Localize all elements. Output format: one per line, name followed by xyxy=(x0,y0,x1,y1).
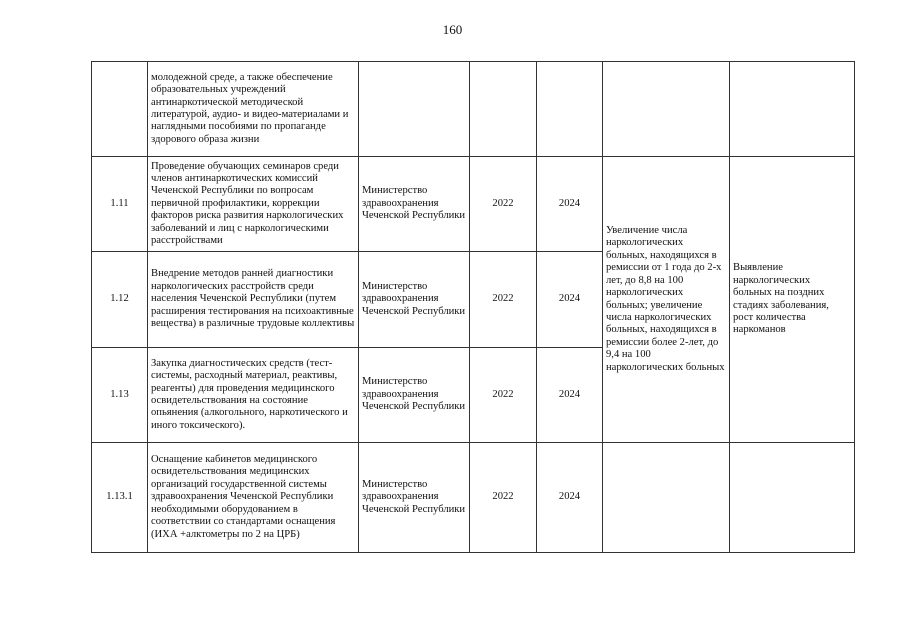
table-row xyxy=(92,62,855,157)
executor: Министерство здравоохранения Чеченской Республики xyxy=(359,443,470,553)
end-year: 2024 xyxy=(537,157,603,252)
measures-table xyxy=(91,61,855,553)
measure-description: молодежной среде, а также обеспечение образовательных учреждений антинаркотической методической литературой, аудио- и видео-материалами и наглядными пособиями по пропаганде здорового образа жизни xyxy=(148,62,359,157)
executor: Министерство здравоохранения Чеченской Республики xyxy=(359,157,470,252)
row-number: 1.13.1 xyxy=(92,443,148,553)
row-number xyxy=(92,62,148,157)
end-year: 2024 xyxy=(537,252,603,348)
table-row xyxy=(92,157,855,252)
indicator-merged: Увеличение числа наркологических больных, находящихся в ремиссии от 1 года до 2-х лет, до 8,8 на 100 наркологических больных; увеличение числа наркологических больных, находящихся в ремиссии более 2-лет, до 9,4 на 100 наркологических больных xyxy=(603,157,730,443)
executor xyxy=(359,62,470,157)
end-year: 2024 xyxy=(537,348,603,443)
measure-description: Оснащение кабинетов медицинского освидетельствования медицинских организаций государственной системы здравоохранения Чеченской Республики необходимыми оборудованием в соответствии со стандартами оснащения (ИХА +алктометры по 2 на ЦРБ) xyxy=(148,443,359,553)
row-number: 1.12 xyxy=(92,252,148,348)
result-merged: Выявление наркологических больных на поздних стадиях заболевания, рост количества наркоманов xyxy=(730,157,855,443)
measure-description: Закупка диагностических средств (тест-системы, расходный материал, реактивы, реагенты) для проведения медицинского освидетельствования на состояние опьянения (алкогольного, наркотического и иного токсического). xyxy=(148,348,359,443)
indicator-cell-empty xyxy=(603,62,730,157)
measure-description: Внедрение методов ранней диагностики наркологических расстройств среди населения Чеченской Республики (путем расширения тестирования на психоактивные вещества) в различные трудовые коллективы xyxy=(148,252,359,348)
measure-description: Проведение обучающих семинаров среди членов антинаркотических комиссий Чеченской Республики по вопросам первичной профилактики, коррекции факторов риска развития наркологических заболеваний и лиц с наркологическими расстройствами xyxy=(148,157,359,252)
start-year: 2022 xyxy=(470,157,537,252)
start-year: 2022 xyxy=(470,443,537,553)
result-cell-empty xyxy=(730,443,855,553)
result-cell-empty xyxy=(730,62,855,157)
row-number: 1.13 xyxy=(92,348,148,443)
row-number: 1.11 xyxy=(92,157,148,252)
start-year xyxy=(470,62,537,157)
indicator-cell-empty xyxy=(603,443,730,553)
start-year: 2022 xyxy=(470,252,537,348)
end-year xyxy=(537,62,603,157)
executor: Министерство здравоохранения Чеченской Республики xyxy=(359,252,470,348)
table-row xyxy=(92,443,855,553)
start-year: 2022 xyxy=(470,348,537,443)
page-number: 160 xyxy=(442,22,463,37)
executor: Министерство здравоохранения Чеченской Республики xyxy=(359,348,470,443)
end-year: 2024 xyxy=(537,443,603,553)
